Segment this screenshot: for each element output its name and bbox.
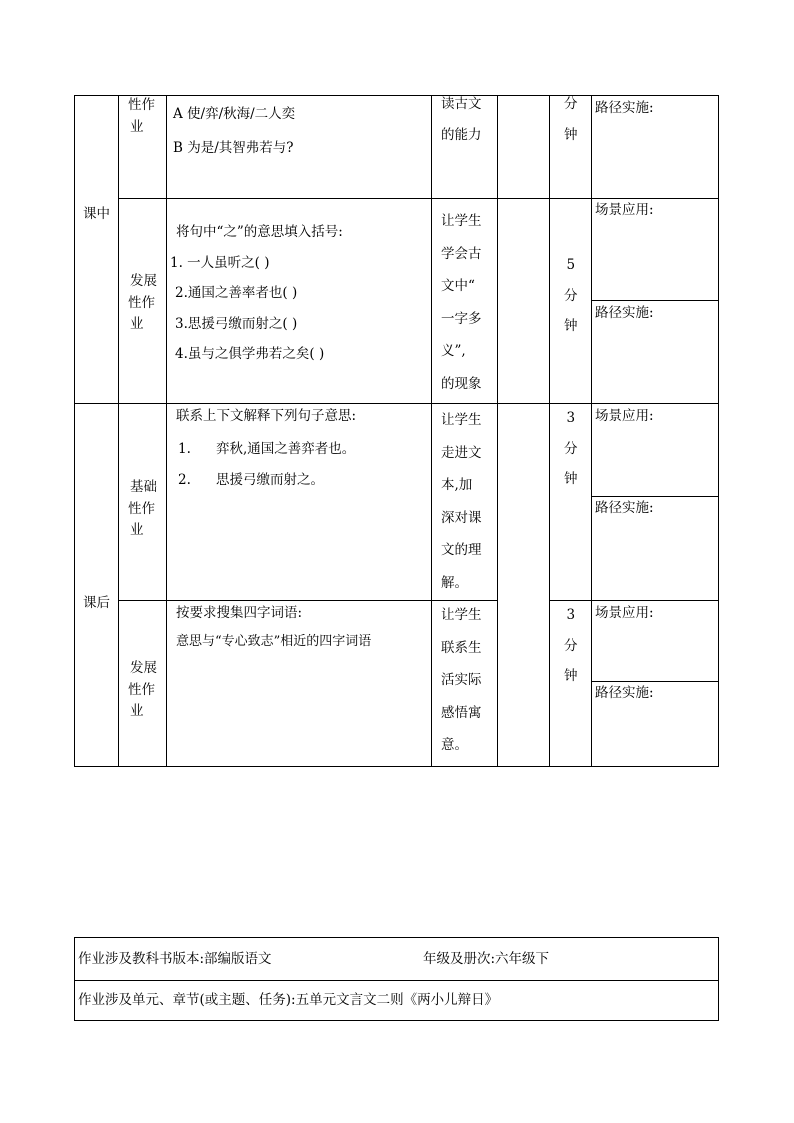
row1-content	[173, 108, 295, 155]
row4-type-line: 业	[130, 703, 144, 719]
column-divider	[431, 95, 432, 767]
unit-chapter: 作业涉及单元、章节(或主题、任务):五单元文言文二则《两小儿辩日》	[78, 992, 499, 1008]
row1-goal-line: 读古文	[441, 96, 482, 112]
row4-implement-label: 路径实施:	[595, 685, 654, 701]
row3-time-line: 钟	[564, 471, 578, 487]
row4-type	[128, 662, 157, 719]
row2-time-line: 分	[564, 287, 578, 304]
row-divider	[549, 600, 719, 601]
row4-type-line: 性作	[128, 681, 155, 698]
row3-goal-line: 深对课	[441, 509, 482, 526]
row1-type	[128, 99, 155, 134]
row2-type-line: 性作	[128, 294, 155, 311]
row3-item-text: 思援弓缴而射之。	[216, 472, 324, 488]
row3-scene-label: 场景应用:	[595, 408, 654, 424]
row2-goal-line: 义”,	[441, 343, 466, 359]
row3-item-number: 1.	[178, 441, 191, 457]
row2-type-line: 业	[130, 316, 144, 332]
column-divider	[549, 95, 550, 767]
column-divider	[591, 95, 592, 767]
row-divider	[591, 681, 719, 682]
row2-time-line: 5	[566, 257, 576, 273]
row4-goal-line: 让学生	[441, 607, 482, 623]
row3-time-line: 分	[564, 440, 578, 457]
row1-goal	[441, 98, 482, 142]
row-divider	[74, 403, 719, 404]
row2-goal-line: 让学生	[441, 213, 482, 229]
row1-type-line: 业	[130, 118, 144, 135]
grade-volume: 年级及册次:六年级下	[423, 951, 550, 967]
row3-type-line: 业	[130, 522, 144, 538]
row1-content-line: A 使/弈/秋海/二人奕	[173, 106, 296, 122]
row1-implement-label: 路径实施:	[595, 100, 654, 116]
row4-time-line: 分	[564, 637, 578, 654]
row2-type-line: 发展	[130, 273, 157, 289]
stage-label-after: 课后	[83, 595, 110, 611]
row2-goal-line: 一字多	[441, 310, 482, 327]
info-table-border-right	[718, 937, 719, 1021]
row4-time-line: 钟	[564, 668, 578, 684]
row2-time	[564, 259, 578, 334]
row3-implement-label: 路径实施:	[595, 500, 654, 516]
row3-time	[564, 412, 578, 487]
row4-content	[176, 607, 371, 648]
table-border-top	[74, 95, 719, 96]
row4-goal-line: 意。	[441, 737, 468, 753]
row2-content	[170, 226, 343, 362]
row3-goal-line: 本,加	[441, 477, 473, 493]
row4-type-line: 发展	[130, 660, 157, 676]
row2-time-line: 钟	[564, 318, 578, 334]
row3-time-line: 3	[566, 410, 576, 426]
row4-goal	[441, 609, 482, 753]
table-border-left	[74, 95, 75, 767]
row4-goal-line: 感悟寓	[441, 704, 482, 721]
row3-goal-line: 走进文	[441, 444, 482, 461]
row2-goal-line: 的现象	[441, 375, 482, 392]
row2-scene-label: 场景应用:	[595, 202, 654, 218]
row4-content-line: 按要求搜集四字词语:	[176, 605, 303, 621]
column-divider	[497, 95, 498, 767]
row3-item-number: 2.	[178, 472, 191, 488]
row1-time	[564, 98, 578, 142]
table-border-bottom	[74, 766, 719, 767]
column-divider	[118, 95, 119, 767]
column-divider	[166, 95, 167, 767]
row4-time-line: 3	[566, 607, 576, 623]
row3-type-line: 基础	[130, 479, 157, 495]
row1-time-line: 分	[564, 96, 578, 112]
row4-goal-line: 联系生	[441, 639, 482, 656]
row2-content-line: 4.虽与之俱学弗若之矣( )	[175, 346, 325, 362]
row2-content-line: 1. 一人虽听之( )	[170, 254, 270, 271]
textbook-version: 作业涉及教科书版本:部编版语文	[78, 951, 272, 967]
row4-content-line: 意思与“专心致志”相近的四字词语	[176, 633, 372, 649]
row1-content-line: B 为是/其智弗若与?	[173, 139, 294, 156]
row3-goal-line: 解。	[441, 574, 468, 591]
row2-content-line: 2.通国之善率者也( )	[175, 285, 298, 301]
row3-item-text: 弈秋,通国之善弈者也。	[216, 441, 356, 457]
table-border-right	[718, 95, 719, 767]
info-table-border-left	[74, 937, 75, 1021]
info-table-border-bottom	[74, 1020, 719, 1021]
row-divider	[591, 496, 719, 497]
row3-content-instruction: 联系上下文解释下列句子意思:	[176, 408, 357, 424]
info-row-divider	[74, 980, 719, 981]
row-divider	[118, 600, 497, 601]
stage-label-middle: 课中	[83, 206, 110, 222]
row2-goal-line: 学会古	[441, 245, 482, 262]
row1-type-line: 性作	[128, 97, 155, 113]
info-table-border-top	[74, 937, 719, 938]
row2-implement-label: 路径实施:	[595, 305, 654, 321]
row3-goal-line: 文的理	[441, 542, 482, 558]
row-divider	[591, 300, 719, 301]
row3-goal-line: 让学生	[441, 412, 482, 428]
row3-type-line: 性作	[128, 500, 155, 517]
row2-type	[128, 275, 157, 332]
row4-time	[564, 609, 578, 684]
row2-goal	[441, 215, 482, 391]
row3-goal	[441, 414, 482, 590]
row1-goal-line: 的能力	[441, 126, 482, 143]
row4-goal-line: 活实际	[441, 672, 482, 688]
row2-content-line: 3.思援弓缴而射之( )	[175, 315, 298, 332]
row1-time-line: 钟	[564, 126, 578, 143]
row2-content-line: 将句中“之”的意思填入括号:	[176, 224, 343, 240]
row3-type	[128, 481, 157, 538]
row4-scene-label: 场景应用:	[595, 605, 654, 621]
row2-goal-line: 文中“	[441, 278, 475, 294]
row-divider	[118, 198, 719, 199]
